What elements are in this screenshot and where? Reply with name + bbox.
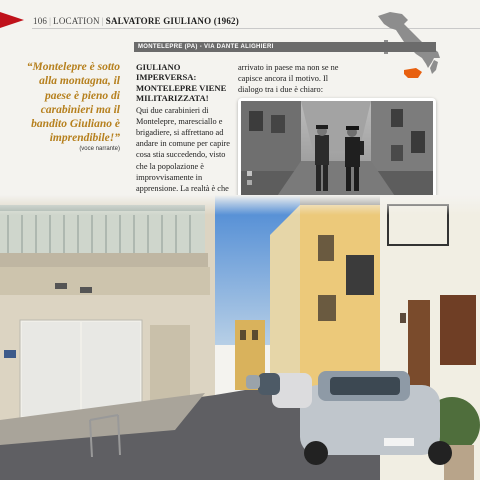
- film-still-image: [241, 101, 433, 205]
- quote-attribution: (voce narrante): [79, 146, 120, 152]
- page-number: 106: [33, 16, 48, 26]
- article-column-1: [136, 62, 232, 217]
- section-label: LOCATION: [53, 16, 100, 26]
- article-text-1: Qui due carabinieri di Montelepre, maresciallo e brigadiere, si affrettano ad andare in comune per capire cosa stia succedendo, visto che la popolazione è improvvisamente in apprensione. La realtà è che: [136, 105, 230, 194]
- pull-quote: “Montelepre è sotto alla montagna, il paese è pieno di carabinieri ma il bandito Giuliano è imprendibile!”: [26, 61, 120, 145]
- film-still-photo: [238, 98, 436, 208]
- article-text-2: arrivato in paese ma non se ne capisce ancora il motivo. Il dialogo tra i due è chiaro:: [238, 63, 339, 95]
- header-running-title: 106 | LOCATION | SALVATORE GIULIANO (1962): [33, 16, 239, 26]
- street-photo: [0, 195, 480, 480]
- film-title: SALVATORE GIULIANO (1962): [105, 16, 239, 26]
- header-red-wedge: [0, 12, 24, 28]
- sicily-highlight: [404, 68, 422, 78]
- location-bar: MONTELEPRE (PA) - VIA DANTE ALIGHIERI: [134, 42, 436, 52]
- article-heading: GIULIANO IMPERVERSA: MONTELEPRE VIENE MILITARIZZATA!: [136, 62, 227, 104]
